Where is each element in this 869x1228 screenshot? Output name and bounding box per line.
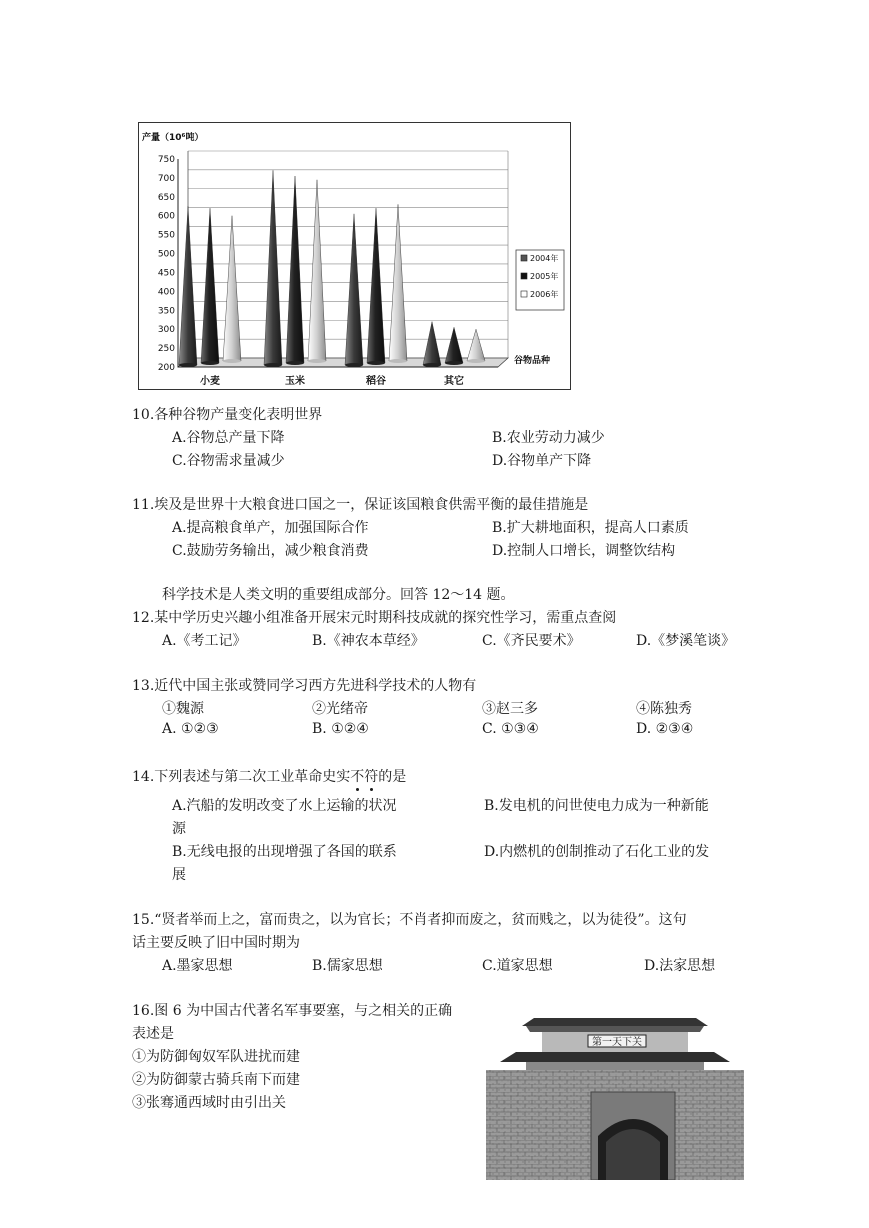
x-tick-label: 其它 bbox=[444, 376, 464, 387]
q12-option-c: C.《齐民要术》 bbox=[482, 633, 581, 649]
x-tick-label: 小麦 bbox=[200, 376, 220, 387]
y-tick-label: 300 bbox=[157, 325, 175, 336]
q14-title-post: 的是 bbox=[378, 769, 407, 785]
q16-item-3: ③张骞通西域时由引出关 bbox=[132, 1095, 286, 1111]
q16-line1: 16.图 6 为中国古代著名军事要塞，与之相关的正确 bbox=[132, 1003, 453, 1019]
q14-option-a-line2: 源 bbox=[172, 821, 186, 837]
q10-option-b: B.农业劳动力减少 bbox=[492, 430, 605, 446]
legend-label: 2004年 bbox=[530, 254, 559, 263]
y-tick-label: 400 bbox=[157, 287, 175, 298]
y-axis-label: 产量（10⁶吨） bbox=[142, 133, 204, 143]
cone-base bbox=[201, 361, 219, 365]
q12-title: 12.某中学历史兴趣小组准备开展宋元时期科技成就的探究性学习，需重点查阅 bbox=[132, 610, 617, 626]
cone-base bbox=[264, 363, 282, 367]
legend-label: 2006年 bbox=[530, 290, 559, 299]
cone-base bbox=[467, 359, 485, 363]
q13-item-4: ④陈独秀 bbox=[636, 701, 692, 717]
q15-option-c: C.道家思想 bbox=[482, 958, 553, 974]
cone-base bbox=[445, 361, 463, 365]
cone-base bbox=[367, 361, 385, 365]
chart-canvas bbox=[138, 122, 571, 390]
y-tick-label: 350 bbox=[157, 306, 175, 317]
y-tick-label: 700 bbox=[157, 173, 175, 184]
cone-base bbox=[179, 363, 197, 367]
q14-option-b-line1: B.发电机的问世使电力成为一种新能 bbox=[484, 798, 709, 814]
q15-line1: 15.“贤者举而上之，富而贵之，以为官长；不肖者抑而废之，贫而贱之，以为徒役”。这句 bbox=[132, 912, 687, 928]
q14-emphasis-2: 符 bbox=[364, 766, 378, 786]
x-tick-label: 稻谷 bbox=[366, 376, 386, 387]
q14-option-a-line1: A.汽船的发明改变了水上运输的状况 bbox=[172, 798, 397, 814]
y-tick-label: 650 bbox=[157, 192, 175, 203]
q14-title bbox=[132, 766, 406, 786]
gate-plaque-text: 第一天下关 bbox=[592, 1037, 642, 1048]
q13-option-a: A. ①②③ bbox=[162, 721, 219, 737]
legend-label: 2005年 bbox=[530, 272, 559, 281]
y-tick-label: 550 bbox=[157, 230, 175, 241]
q16-item-1: ①为防御匈奴军队进扰而建 bbox=[132, 1049, 300, 1065]
q16-line2: 表述是 bbox=[132, 1026, 174, 1042]
q11-option-b: B.扩大耕地面积，提高人口素质 bbox=[492, 520, 689, 536]
q11-option-d: D.控制人口增长，调整饮结构 bbox=[492, 543, 676, 559]
q12-option-a: A.《考工记》 bbox=[162, 633, 247, 649]
cone-base bbox=[223, 359, 241, 363]
x-axis-label: 谷物品种 bbox=[514, 356, 551, 366]
q11-option-a: A.提高粮食单产，加强国际合作 bbox=[172, 520, 369, 536]
q14-title-pre: 14.下列表述与第二次工业革命史实 bbox=[132, 769, 351, 785]
q14-option-d-line1: D.内燃机的创制推动了石化工业的发 bbox=[484, 844, 710, 860]
cone-base bbox=[345, 363, 363, 367]
q15-option-d: D.法家思想 bbox=[644, 958, 716, 974]
q13-item-3: ③赵三多 bbox=[482, 701, 538, 717]
q10-option-a: A.谷物总产量下降 bbox=[172, 430, 285, 446]
q13-option-b: B. ①②④ bbox=[312, 721, 369, 737]
q14-option-c-line2: 展 bbox=[172, 867, 186, 883]
q12-option-d: D.《梦溪笔谈》 bbox=[636, 633, 736, 649]
y-tick-label: 200 bbox=[157, 363, 175, 373]
q13-option-c: C. ①③④ bbox=[482, 721, 539, 737]
q15-option-b: B.儒家思想 bbox=[312, 958, 383, 974]
q16-item-2: ②为防御蒙古骑兵南下而建 bbox=[132, 1072, 300, 1088]
q11-option-c: C.鼓励劳务输出，减少粮食消费 bbox=[172, 543, 369, 559]
q10-title: 10.各种谷物产量变化表明世界 bbox=[132, 407, 323, 423]
q15-option-a: A.墨家思想 bbox=[162, 958, 233, 974]
q10-option-c: C.谷物需求量减少 bbox=[172, 453, 285, 469]
q11-title: 11.埃及是世界十大粮食进口国之一，保证该国粮食供需平衡的最佳措施是 bbox=[132, 497, 589, 513]
q14-emphasis-1: 不 bbox=[350, 766, 364, 786]
q10-option-d: D.谷物单产下降 bbox=[492, 453, 592, 469]
q12-option-b: B.《神农本草经》 bbox=[312, 633, 425, 649]
section-intro: 科学技术是人类文明的重要组成部分。回答 12～14 题。 bbox=[162, 587, 515, 603]
legend-swatch bbox=[521, 255, 527, 261]
y-tick-label: 750 bbox=[157, 155, 175, 165]
cone-base bbox=[423, 363, 441, 367]
y-tick-label: 450 bbox=[157, 268, 175, 279]
cone-base bbox=[286, 361, 304, 365]
grain-production-chart bbox=[138, 122, 571, 390]
q13-item-2: ②光绪帝 bbox=[312, 701, 368, 717]
q14-option-c-line1: B.无线电报的出现增强了各国的联系 bbox=[172, 844, 397, 860]
legend-swatch bbox=[521, 273, 527, 279]
legend-swatch bbox=[521, 291, 527, 297]
cone-base bbox=[308, 359, 326, 363]
fortress-gate-photo bbox=[486, 1004, 744, 1180]
y-tick-label: 250 bbox=[157, 344, 175, 355]
q13-title: 13.近代中国主张或赞同学习西方先进科学技术的人物有 bbox=[132, 678, 477, 694]
q15-line2: 话主要反映了旧中国时期为 bbox=[132, 935, 300, 951]
q13-option-d: D. ②③④ bbox=[636, 721, 694, 737]
x-tick-label: 玉米 bbox=[285, 376, 305, 387]
q13-item-1: ①魏源 bbox=[162, 701, 204, 717]
cone-base bbox=[389, 359, 407, 363]
y-tick-label: 500 bbox=[157, 249, 175, 260]
y-tick-label: 600 bbox=[157, 211, 175, 222]
